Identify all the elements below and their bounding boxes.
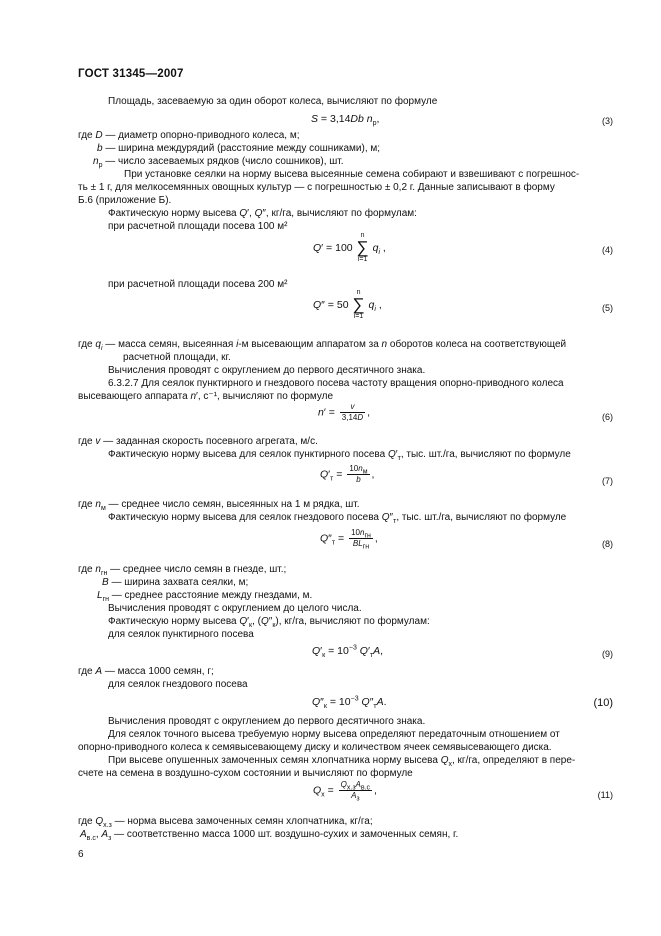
equation-number: (10) bbox=[593, 697, 613, 709]
text-line: $n_р$ — число засеваемых рядков (число сошников), шт. bbox=[93, 156, 344, 169]
text-line: для сеялок пунктирного посева bbox=[108, 629, 254, 640]
text-fragment: — среднее расстояние между гнездами, м. bbox=[111, 590, 313, 601]
text-line: B — ширина захвата сеялки, м; bbox=[102, 577, 249, 588]
text-line: счете на семена в воздушно-сухом состоянии и вычисляют по формуле bbox=[78, 768, 413, 779]
equation-number: (11) bbox=[597, 790, 613, 800]
equation-number: (6) bbox=[602, 412, 613, 422]
text-line: где D — диаметр опорно-приводного колеса, м; bbox=[78, 130, 300, 141]
text-line: Для сеялок точного высева требуемую норму высева определяют передаточным отношением от bbox=[108, 729, 560, 740]
text-line: Фактическую норму высева $Q'_к$, $(Q''_к)$, кг/га, вычисляют по формулам: bbox=[108, 616, 430, 629]
text-fragment: где bbox=[78, 666, 93, 677]
text-fragment: высевающего аппарата bbox=[78, 391, 188, 402]
text-fragment: где bbox=[78, 130, 93, 141]
text-line: где $n_м$ — среднее число семян, высеянных на 1 м рядка, шт. bbox=[78, 499, 360, 512]
equation-number: (8) bbox=[602, 539, 613, 549]
text-line: где A — масса 1000 семян, г; bbox=[78, 666, 214, 677]
text-fragment: Фактическую норму высева bbox=[108, 208, 237, 219]
page-number: 6 bbox=[78, 849, 84, 860]
text-fragment: где bbox=[78, 816, 93, 827]
text-line: Вычисления проводят с округлением до первого десятичного знака. bbox=[108, 365, 426, 376]
formula-4: Q′ = 100 n ∑ i=1 $q_i$ , bbox=[313, 232, 386, 263]
formula-3: S = 3,14Db $n_р$, bbox=[311, 113, 380, 128]
text-line: где $q_i$ — масса семян, высеянная i-м высевающим аппаратом за n оборотов колеса на соответствующей bbox=[78, 339, 567, 352]
formula-5: Q″ = 50 n ∑ i=1 $q_i$ , bbox=[313, 289, 382, 320]
text-line: для сеялок гнездового посева bbox=[108, 679, 248, 690]
document-header: ГОСТ 31345—2007 bbox=[78, 68, 184, 80]
text-line: где v — заданная скорость посевного агрегата, м/с. bbox=[78, 436, 318, 447]
text-fragment: — ширина захвата сеялки, м; bbox=[111, 577, 249, 588]
text-fragment: , кг/га, вычисляют по формулам: bbox=[265, 208, 417, 219]
text-fragment: где bbox=[78, 499, 93, 510]
equation-number: (5) bbox=[602, 303, 613, 313]
text-line: Фактическую норму высева Q′, Q″, кг/га, вычисляют по формулам: bbox=[108, 208, 417, 219]
text-line: Б.6 (приложение Б). bbox=[78, 195, 172, 206]
text-line: высевающего аппарата n′, с⁻¹, вычисляют по формуле bbox=[78, 391, 334, 402]
text-fragment: — масса 1000 семян, г; bbox=[104, 666, 214, 677]
formula-9: $Q'_к = 10^{-3}$ $Q'_тA$, bbox=[312, 644, 384, 660]
text-fragment: , тыс. шт./га, вычисляют по формуле bbox=[396, 512, 567, 523]
text-line: Фактическую норму высева для сеялок гнездового посева $Q''_т$, тыс. шт./га, вычисляют по формуле bbox=[108, 512, 567, 525]
formula-11: $Q_х$ = $\frac{Q_{х.з}A_{в.с}}{A_з}$ , bbox=[313, 780, 377, 803]
text-line: 6.3.2.7 Для сеялок пунктирного и гнездового посева частоту вращения опорно-приводного колеса bbox=[108, 378, 564, 389]
text-fragment: Фактическую норму высева для сеялок гнездового посева bbox=[108, 512, 379, 523]
text-line: b — ширина междурядий (расстояние между сошниками), м; bbox=[97, 143, 381, 154]
text-fragment: — среднее число семян в гнезде, шт.; bbox=[110, 564, 287, 575]
formula-10: $Q''_к = 10^{-3}$ $Q''_тA$. bbox=[312, 695, 387, 711]
text-fragment: , кг/га, определяют в пере- bbox=[451, 755, 576, 766]
text-line: где $Q_{х.з}$ — норма высева замоченных семян хлопчатника, кг/га; bbox=[78, 816, 373, 829]
text-line: Площадь, засеваемую за один оборот колеса, вычисляют по формуле bbox=[108, 96, 438, 107]
text-line: расчетной площади, кг. bbox=[123, 352, 231, 363]
formula-7: $Q'_т$ = $\frac{10n_м}{b}$ , bbox=[320, 464, 375, 484]
equation-number: (4) bbox=[602, 245, 613, 255]
text-line: Вычисления проводят с округлением до целого числа. bbox=[108, 603, 362, 614]
text-fragment: — соответственно масса 1000 шт. воздушно-сухих и замоченных семян, г. bbox=[114, 829, 459, 840]
text-fragment: — диаметр опорно-приводного колеса, м; bbox=[105, 130, 300, 141]
text-fragment: Фактическую норму высева bbox=[108, 616, 237, 627]
text-fragment: Фактическую норму высева для сеялок пунктирного посева bbox=[108, 449, 386, 460]
text-line: Вычисления проводят с округлением до первого десятичного знака. bbox=[108, 716, 426, 727]
text-line: $A_{в.с}$, $A_з$ — соответственно масса 1000 шт. воздушно-сухих и замоченных семян, г. bbox=[80, 829, 459, 842]
text-fragment: где bbox=[78, 436, 93, 447]
text-line: ть ± 1 г, для мелкосемянных овощных культур — с погрешностью ± 0,2 г. Данные записывают в форму bbox=[78, 182, 555, 193]
equation-number: (3) bbox=[602, 116, 613, 126]
text-line: При установке сеялки на норму высева высеянные семена собирают и взвешивают с погрешнос- bbox=[124, 169, 580, 180]
text-line: где $n_{гн}$ — среднее число семян в гнезде, шт.; bbox=[78, 564, 287, 577]
equation-number: (9) bbox=[602, 649, 613, 659]
text-fragment: При высеве опушенных замоченных семян хлопчатника норму высева bbox=[108, 755, 438, 766]
formula-8: $Q''_т$ = $\frac{10n_{гн}}{BL_{гн}}$ , bbox=[320, 528, 378, 551]
text-fragment: — заданная скорость посевного агрегата, м/с. bbox=[103, 436, 318, 447]
text-line: при расчетной площади посева 200 м² bbox=[108, 279, 288, 290]
text-fragment: , с⁻¹, вычисляют по формуле bbox=[197, 391, 334, 402]
text-fragment: — масса семян, высеянная bbox=[105, 339, 234, 350]
text-fragment: — среднее число семян, высеянных на 1 м рядка, шт. bbox=[108, 499, 360, 510]
text-line: опорно-приводного колеса к семявысевающему диску и количеством ячеек семявысевающего диска. bbox=[78, 742, 552, 753]
formula-6: n′ = $\frac{v}{3,14D}$ , bbox=[318, 402, 371, 422]
text-fragment: , тыс. шт./га, вычисляют по формуле bbox=[400, 449, 571, 460]
text-fragment: , кг/га, вычисляют по формулам: bbox=[278, 616, 430, 627]
text-line: $L_{гн}$ — среднее расстояние между гнездами, м. bbox=[97, 590, 313, 603]
text-fragment: -м высевающим аппаратом за bbox=[238, 339, 379, 350]
text-fragment: оборотов колеса на соответствующей bbox=[389, 339, 567, 350]
text-line: Фактическую норму высева для сеялок пунктирного посева $Q'_т$, тыс. шт./га, вычисляют по формуле bbox=[108, 449, 571, 462]
text-line: при расчетной площади посева 100 м² bbox=[108, 221, 288, 232]
text-fragment: — ширина междурядий (расстояние между сошниками), м; bbox=[105, 143, 381, 154]
text-fragment: где bbox=[78, 564, 93, 575]
text-fragment: — число засеваемых рядков (число сошников), шт. bbox=[105, 156, 344, 167]
text-fragment: где bbox=[78, 339, 93, 350]
text-fragment: — норма высева замоченных семян хлопчатника, кг/га; bbox=[114, 816, 373, 827]
equation-number: (7) bbox=[602, 476, 613, 486]
text-line: При высеве опушенных замоченных семян хлопчатника норму высева $Q_х$, кг/га, определяют в пере- bbox=[108, 755, 576, 768]
